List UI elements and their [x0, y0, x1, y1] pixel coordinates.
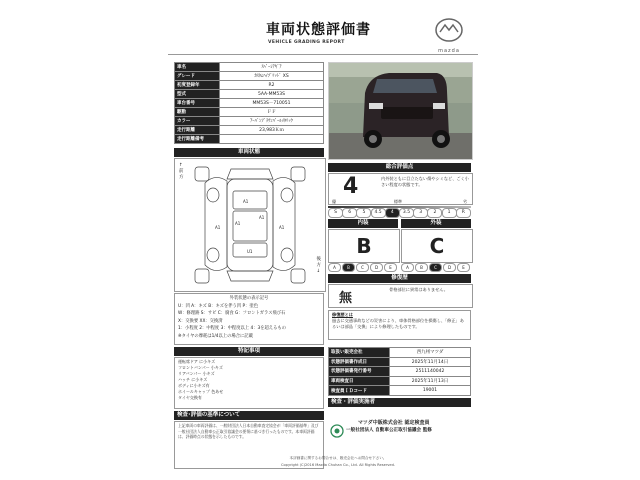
evaluation-text: 上記車両の車両評価は、一般財団法人日本自動車査定協会が「車両評価基準」及び一般社団法人自動車公正取引協議会の要領に基づき行ったものです。本車両評価は、評価時点の状態を示したものです。 [174, 421, 324, 469]
dealer-block [328, 408, 471, 446]
repair-definition-title: 修復歴とは [332, 312, 353, 317]
front-direction-label: ↑ 前 方 [179, 163, 184, 180]
spec-row [175, 99, 324, 108]
legend-line: ※タイヤの摩耗は1/4以上の場合に記載 [178, 333, 253, 339]
damage-diagram [174, 158, 326, 292]
spec-value: ＦＦ [220, 108, 324, 117]
info-value: 2511140042 [390, 367, 471, 377]
info-key: 状態評価書作成日 [329, 357, 390, 367]
repair-definition-text: 過去に交通事故などの災害により、車体骨格部位を損傷し、「修正」あるいは部品「交換」により修理したものです。 [332, 318, 464, 329]
score-scale-cell: S [328, 208, 343, 218]
vehicle-grading-report [168, 10, 478, 472]
inspector-heading: 検査・評価実施者 [328, 398, 471, 407]
grade-scale-cell: C [356, 263, 369, 272]
svg-text:A1: A1 [279, 225, 285, 230]
mazda-logo [426, 17, 472, 54]
info-value: 19001 [390, 386, 471, 396]
grade-scale-cell: A [401, 263, 414, 272]
spec-value: 23,983Ｋｍ [220, 126, 324, 135]
score-scale-cell: R [456, 208, 471, 218]
total-score-value: 4 [343, 174, 359, 199]
mazda-emblem-icon [434, 17, 464, 43]
repair-value: 無 [339, 291, 353, 306]
spec-value: R2 [220, 81, 324, 90]
scale-label-worst: 劣 [463, 199, 467, 204]
fair-trade-seal-icon [330, 424, 344, 438]
feature-line: リアバンパー 小キズ [178, 371, 215, 376]
spec-value: ｽﾍﾟｰｼｱｷﾞｱ [220, 63, 324, 72]
spec-key: 車名 [175, 63, 220, 72]
feature-line: タイヤ交換有 [178, 395, 202, 400]
spec-value: ｱｰﾊﾞﾝﾌﾞﾗｳﾝﾊﾟｰﾙﾒﾀﾘｯｸ [220, 117, 324, 126]
legend-line: X：交換要 XX：交換済 [178, 318, 223, 324]
info-key: 検査員ＩＤコード [329, 386, 390, 396]
scale-label-best: 優 [332, 199, 336, 204]
spec-key: 走行距離備考 [175, 135, 220, 144]
report-info-table [328, 347, 471, 396]
total-score-note: 内外装ともに目立たない傷やシミなど、ごく小さい程度の状態です。 [381, 176, 469, 187]
feature-line: ボディに小キズ有 [178, 383, 210, 388]
info-row [329, 376, 471, 386]
spec-row [175, 72, 324, 81]
logo-wordmark: mazda [438, 48, 460, 54]
spec-value: 5AA-MM53S [220, 90, 324, 99]
score-scale-cell: 2 [427, 208, 442, 218]
svg-text:A1: A1 [243, 199, 249, 204]
features-box [174, 357, 324, 409]
legend-line: 1：小程度 2：中程度 3：中程度以上 4：3を超えるもの [178, 326, 286, 331]
copyright: Copyright (C)2016 Mazda Chuhan Co., Ltd. All Rights Reserved. [280, 463, 396, 467]
car-outline-icon [175, 159, 325, 291]
spec-row [175, 126, 324, 135]
score-scale-cell: 1 [442, 208, 457, 218]
interior-grade: B [328, 229, 400, 263]
total-score-heading: 総合評価点 [328, 163, 471, 172]
score-scale-cell: 4.5 [371, 208, 386, 218]
info-key: 状態評価書発行番号 [329, 367, 390, 377]
info-row [329, 386, 471, 396]
info-row [329, 348, 471, 358]
info-key: 車両検査日 [329, 376, 390, 386]
grade-scale-cell: D [370, 263, 383, 272]
spec-key: グレード [175, 72, 220, 81]
grade-scale-cell: D [443, 263, 456, 272]
grade-scale-cell: A [328, 263, 341, 272]
repair-box [328, 284, 473, 308]
spec-key: カラー [175, 117, 220, 126]
grade-scale-cell: B [415, 263, 428, 272]
exterior-heading: 外装 [401, 219, 471, 228]
info-value: 西九州マツダ [390, 348, 471, 358]
score-scale-cell: 4 [385, 208, 400, 218]
footer-note: 本評価書に関するお問合せは、販売会社へお問合せ下さい。 [289, 456, 387, 460]
rear-direction-label: 後 方 ↓ [316, 257, 321, 274]
feature-line: ホイールキャップ 色あせ [178, 389, 224, 394]
svg-text:A1: A1 [235, 221, 241, 226]
score-scale [328, 199, 471, 218]
spec-value [220, 135, 324, 144]
svg-text:A1: A1 [215, 225, 221, 230]
grade-scale-cell: B [342, 263, 355, 272]
spec-row [175, 135, 324, 144]
legend-line: W：修理跡 S：サビ C：腐食 G：フロントガラス飛び石 [178, 311, 286, 316]
info-value: 2025年11月13日 [390, 376, 471, 386]
legend-line: U：凹 A：キズ B：キズを伴う凹 P：塗色 [178, 303, 259, 309]
score-scale-cell: 3.5 [399, 208, 414, 218]
score-scale-cell: 3 [413, 208, 428, 218]
vehicle-photo [328, 62, 473, 160]
spec-row [175, 108, 324, 117]
interior-heading: 内装 [328, 219, 398, 228]
grade-scale-cell: C [429, 263, 442, 272]
svg-text:U1: U1 [247, 249, 253, 254]
info-row [329, 357, 471, 367]
spec-row [175, 81, 324, 90]
spec-value: ｶｽﾀﾑﾊｲﾌﾞﾘｯﾄﾞ XS [220, 72, 324, 81]
feature-line: 運転席ドア に小キズ [178, 359, 216, 364]
spec-key: 走行距離 [175, 126, 220, 135]
spec-key: 駆動 [175, 108, 220, 117]
spec-value: MM53S－710051 [220, 99, 324, 108]
svg-text:A1: A1 [259, 215, 265, 220]
spec-row [175, 117, 324, 126]
repair-heading: 修復歴 [328, 274, 471, 283]
supervising-org: 一般社団法人 自動車公正取引協議会 監修 [346, 428, 432, 433]
spec-key: 初度登録年 [175, 81, 220, 90]
vehicle-spec-table [174, 62, 324, 144]
dealer-seal-text: マツダ中販株式会社 認定検査員 [358, 420, 430, 426]
exterior-grade-scale [401, 263, 471, 271]
car-image [329, 63, 472, 159]
symbol-legend [174, 293, 324, 345]
score-scale-cell: 6 [342, 208, 357, 218]
scale-label-standard: 標準 [394, 199, 402, 204]
exterior-grade: C [401, 229, 473, 263]
report-subtitle: VEHICLE GRADING REPORT [268, 40, 345, 45]
spec-row [175, 90, 324, 99]
legend-title: 外装状態の表示記号 [229, 296, 269, 301]
score-scale-cell: 5 [356, 208, 371, 218]
report-title: 車両状態評価書 [266, 22, 371, 38]
info-value: 2025年11月14日 [390, 357, 471, 367]
features-heading: 特記事項 [174, 347, 324, 356]
header-divider [168, 54, 478, 55]
info-key: 取扱い販売会社 [329, 348, 390, 358]
spec-key: 車台番号 [175, 99, 220, 108]
repair-note: 骨格部位に異常はありません。 [389, 287, 448, 292]
info-row [329, 367, 471, 377]
interior-grade-scale [328, 263, 398, 271]
grade-scale-cell: E [384, 263, 397, 272]
evaluation-heading: 検査･評価の基準について [174, 411, 324, 420]
spec-key: 型式 [175, 90, 220, 99]
feature-line: フロントバンパー 小キズ [178, 365, 223, 370]
spec-row [175, 63, 324, 72]
condition-heading: 車両状態 [174, 148, 324, 157]
grade-scale-cell: E [457, 263, 470, 272]
repair-definition [328, 310, 471, 340]
feature-line: ハッチ に小キズ [178, 377, 208, 382]
